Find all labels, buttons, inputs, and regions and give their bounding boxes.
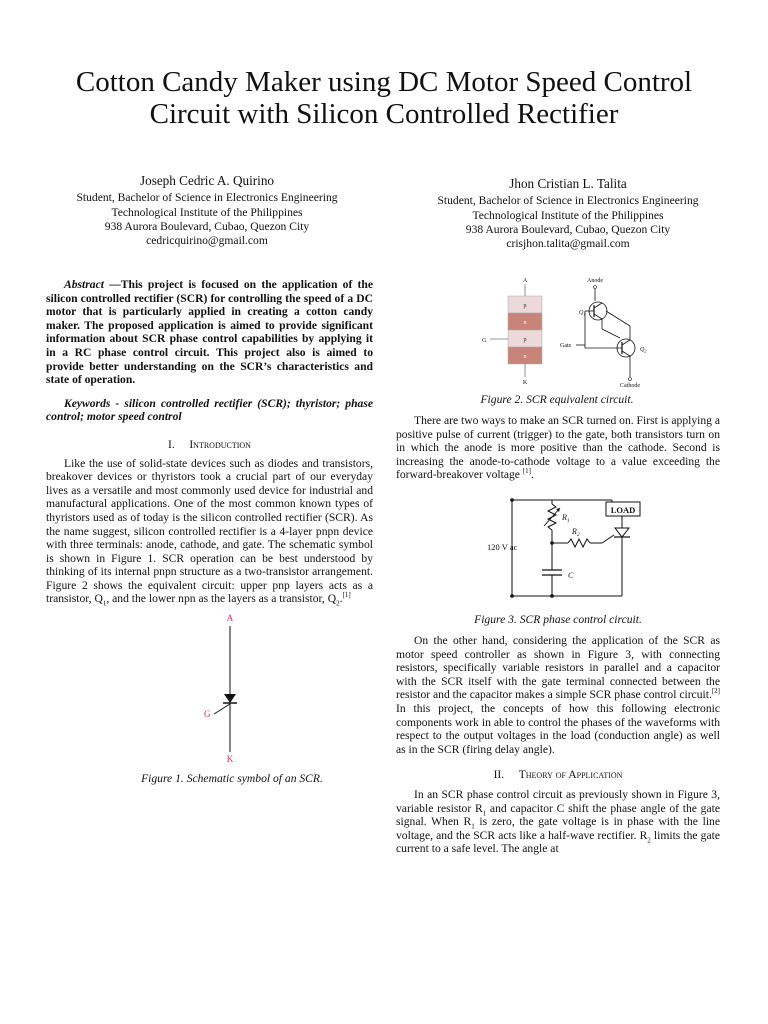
author-block-1 <box>52 174 362 248</box>
author-name: Joseph Cedric A. Quirino <box>139 173 275 188</box>
layer-n1-label: n <box>523 320 527 326</box>
source-label: 120 V ac <box>487 542 518 552</box>
scr-symbol <box>615 528 629 537</box>
author-email: crisjhon.talita@gmail.com <box>506 237 630 251</box>
figure-3-caption: Figure 3. SCR phase control circuit. <box>474 613 642 626</box>
figure-1-caption: Figure 1. Schematic symbol of an SCR. <box>141 772 323 785</box>
introduction-paragraph: Like the use of solid-state devices such as diodes and transistors, breakover devices or thyristors took a crucial part of our everyday lives as a versatile and most commonly used device for industrial and manufactural applications. One of the most common known types of thyristors used as of today is the silicon controlled rectifier (SCR). As the name suggest, silicon controlled rectifier is a 4-layer pnpn device with three terminals: anode, cathode, and gate. The schematic symbol is shown in Figure 1. SCR operation can be best understood by thinking of its internal pnpn structure as a two-transistor arrangement. Figure 2 shows the equivalent circuit: upper pnp layers acts as a transistor, $Q_1$, and the lower npn as the layers as a transistor, $Q_2.[1]$ <box>46 456 373 608</box>
layer-p1-label: p <box>523 303 527 309</box>
keywords: Keywords - silicon controlled rectifier (SCR); thyristor; phase control; motor speed control <box>46 396 373 424</box>
gate-label: G <box>204 709 211 719</box>
citation: [1] <box>522 467 531 476</box>
author-institution: Technological Institute of the Philippines <box>472 208 664 222</box>
section-title: Theory of Application <box>518 768 623 782</box>
structure-cathode-label: K <box>522 380 528 386</box>
author-block-2 <box>408 177 728 251</box>
abstract-label: Abstract <box>64 278 104 291</box>
gate-label: Gate <box>560 343 572 349</box>
section-title: Introduction <box>189 437 251 451</box>
cathode-label: Cathode <box>620 383 640 389</box>
author-name: Jhon Cristian L. Talita <box>509 176 627 191</box>
author-role: Student, Bachelor of Science in Electronics Engineering <box>76 191 338 205</box>
anode-label: Anode <box>587 278 603 284</box>
author-address: 938 Aurora Boulevard, Cubao, Quezon City <box>465 222 671 236</box>
anode-label: A <box>226 613 234 623</box>
capacitor-label: C <box>568 571 574 580</box>
section-number: I. <box>168 437 175 451</box>
scr-phase-control-circuit-figure <box>484 492 654 604</box>
title-line-1: Cotton Candy Maker using DC Motor Speed Control <box>75 66 693 98</box>
section-heading-introduction <box>46 438 373 452</box>
section-heading-theory <box>396 768 720 782</box>
q1-label: $Q_1$ <box>579 310 586 317</box>
citation: [2] <box>711 687 721 696</box>
section-number: II. <box>493 768 505 782</box>
abstract-dash: — <box>103 278 121 291</box>
title-line-2: Circuit with Silicon Controlled Rectifier <box>149 98 619 130</box>
r2-label: $R_2$ <box>572 527 580 538</box>
theory-paragraph: In an SCR phase control circuit as previously shown in Figure 3, variable resistor $R_1$ and capacitor C shift the phase angle of the gate signal. When $R_1$ is zero, the gate voltage is in phase with the line voltage, and the SCR acts like a half-wave rectifier. $R_2$ limits the gate current to a safe level. The angle at <box>396 787 720 856</box>
cathode-label: K <box>226 754 234 764</box>
abstract-text: This project is focused on the application of the silicon controlled rectifier (SCR) for controlling the speed of a DC motor that is particularly applied in creating a cotton candy maker. The proposed application is aimed to provide significant information about SCR phase control capabilities by applying it in a RC phase control circuit. This project also is aimed to provide better understanding on the SCR’s characteristics and state of operation. <box>46 278 373 387</box>
layer-p2-label: p <box>523 337 527 343</box>
citation: [1] <box>342 591 351 600</box>
r1-label: $R_1$ <box>562 513 570 524</box>
resistor-r2 <box>568 539 590 547</box>
abstract <box>46 278 373 387</box>
gate-lead <box>214 704 230 714</box>
turn-on-paragraph: There are two ways to make an SCR turned on. First is applying a positive pulse of current (trigger) to the gate, both transistors turn on in which the anode is more positive than the cathode. Second is increasing the anode-to-cathode voltage to a value exceeding the forward-breakover voltage [1]. <box>396 414 720 482</box>
author-role: Student, Bachelor of Science in Electronics Engineering <box>437 194 699 208</box>
scr-equivalent-circuit-figure <box>480 274 660 390</box>
paper-title <box>30 66 738 130</box>
layer-n2-label: n <box>523 354 527 360</box>
diode-triangle <box>224 694 236 703</box>
load-label: LOAD <box>610 505 636 515</box>
structure-anode-label: A <box>522 278 528 284</box>
left-column <box>46 278 373 606</box>
author-email: cedricquirino@gmail.com <box>146 234 268 248</box>
author-institution: Technological Institute of the Philippines <box>111 205 303 219</box>
q2-label: $Q_2$ <box>640 347 647 354</box>
right-column-lower <box>396 634 720 856</box>
figure-2-caption: Figure 2. SCR equivalent circuit. <box>480 393 634 406</box>
structure-gate-label: G <box>482 338 487 344</box>
scr-symbol-figure <box>190 610 270 770</box>
motor-speed-paragraph: On the other hand, considering the application of the SCR as motor speed controller as shown in Figure 3, with connecting resistors, specifically variable resistors in parallel and a capacitor with the SCR itself with the gate terminal connected between the resistor and the capacitor makes a simple SCR phase control circuit.[2] In this project, the concepts of how this following electronic components work in able to control the phases of the waveforms with respect to the output voltages in the load (conduction angle) as well as in the SCR (firing delay angle). <box>396 634 721 756</box>
author-address: 938 Aurora Boulevard, Cubao, Quezon City <box>104 219 310 233</box>
